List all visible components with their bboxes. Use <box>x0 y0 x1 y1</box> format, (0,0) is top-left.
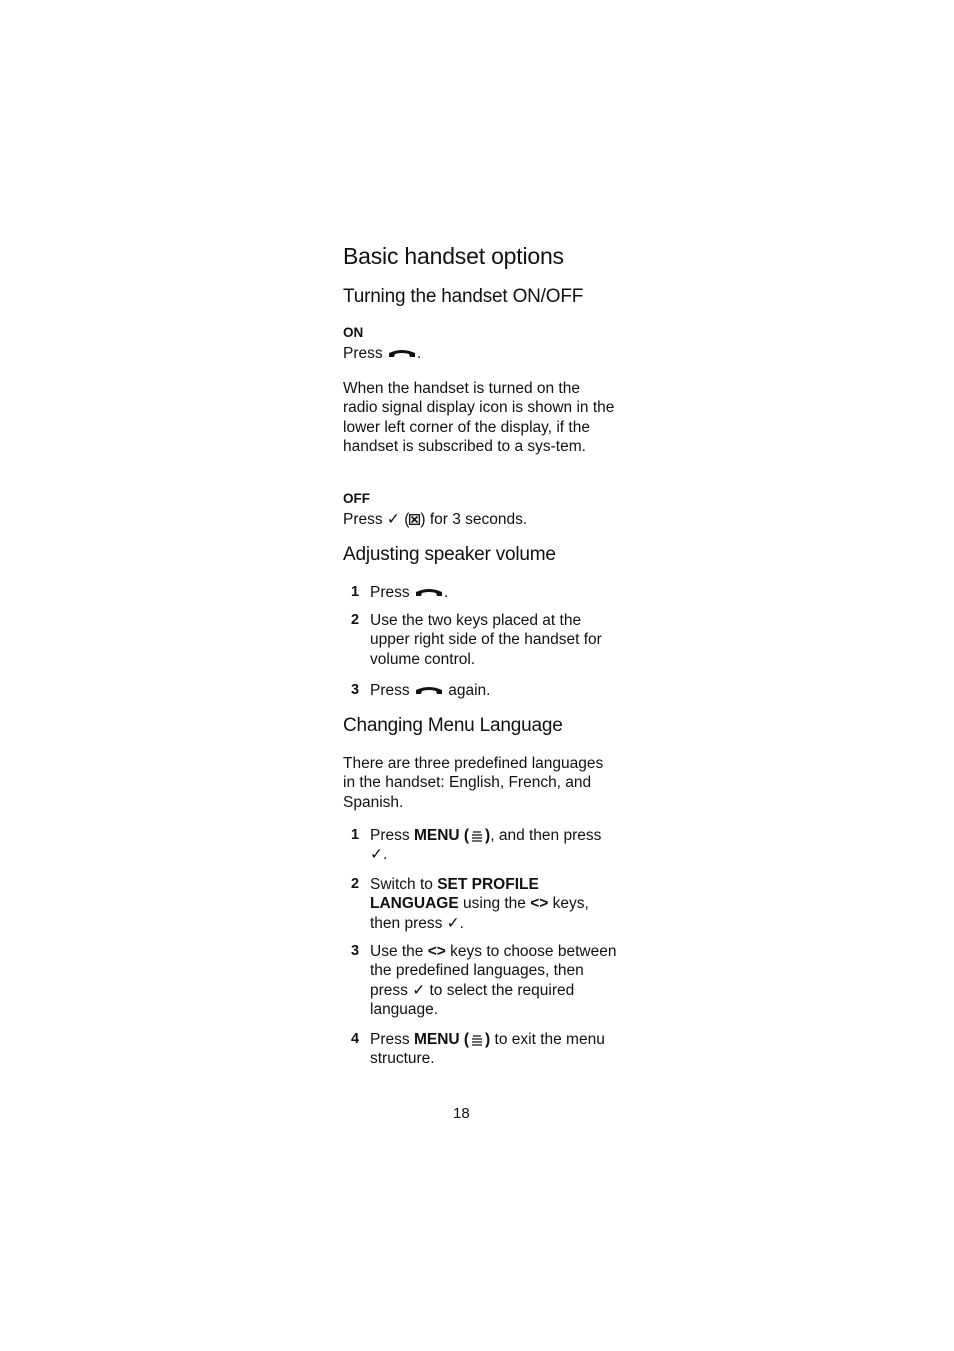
list-item: 1 Press . <box>351 584 449 601</box>
heading-volume: Adjusting speaker volume <box>343 544 556 565</box>
page-title: Basic handset options <box>343 243 564 269</box>
label-off: OFF <box>343 491 370 506</box>
heading-language: Changing Menu Language <box>343 715 563 736</box>
cancel-box-icon <box>409 514 420 525</box>
list-item: 3 Use the <> keys to choose between the predefined languages, then press ✓ to select the required language. <box>351 943 617 1019</box>
on-instruction: Press . <box>343 345 422 362</box>
phone-handset-icon <box>415 685 443 697</box>
language-intro: There are three predefined languages in the handset: English, French, and Spanish. <box>343 755 604 811</box>
list-item: 1 Press MENU ( ), and then press ✓. <box>351 827 602 864</box>
list-item: 3 Press again. <box>351 682 491 699</box>
phone-handset-icon <box>388 348 416 360</box>
phone-handset-icon <box>415 587 443 599</box>
list-item: 2 Switch to SET PROFILE LANGUAGE using the <> keys, then press ✓. <box>351 876 589 932</box>
list-item: 2 Use the two keys placed at the upper right side of the handset for volume control. <box>351 612 602 668</box>
menu-icon <box>471 829 483 843</box>
heading-on-off: Turning the handset ON/OFF <box>343 286 584 307</box>
page-number: 18 <box>453 1105 470 1122</box>
label-on: ON <box>343 325 364 340</box>
on-paragraph: When the handset is turned on the radio signal display icon is shown in the lower left corner of the display, if the handset is subscribed to a sys-tem. <box>343 380 615 456</box>
off-instruction: Press ✓ ( ) for 3 seconds. <box>343 511 528 528</box>
menu-icon <box>471 1033 483 1047</box>
list-item: 4 Press MENU ( ) to exit the menu structure. <box>351 1031 605 1068</box>
